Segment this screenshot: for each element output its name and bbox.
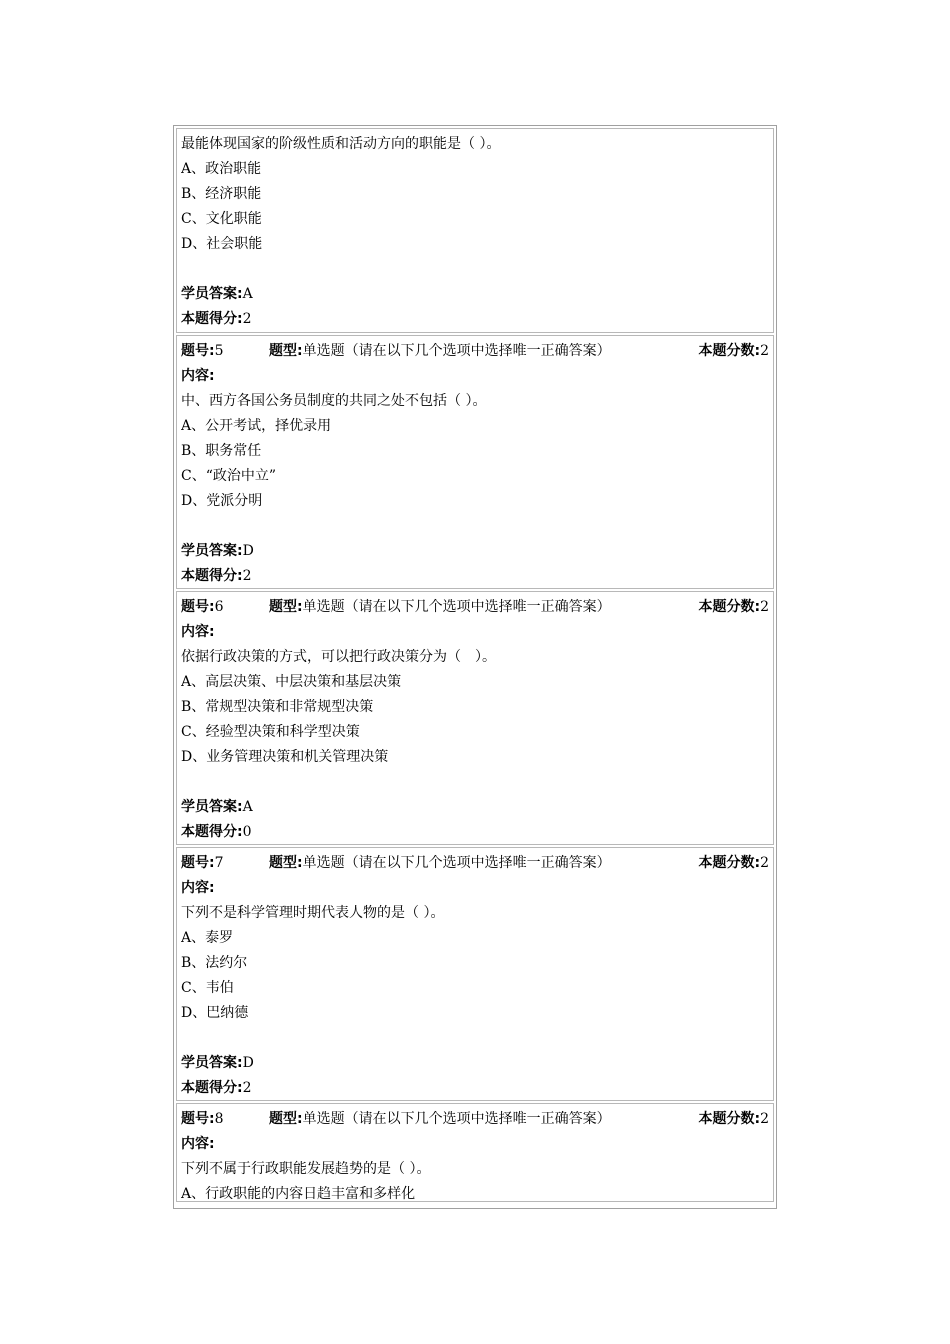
student-answer-value: A bbox=[242, 286, 253, 302]
question-number-value: 8 bbox=[214, 1111, 224, 1127]
question-number bbox=[181, 339, 224, 364]
question-score bbox=[698, 1107, 769, 1132]
question-score-value: 2 bbox=[760, 343, 769, 359]
question-number-label: 题号: bbox=[181, 599, 215, 615]
question-number-label: 题号: bbox=[181, 343, 215, 359]
option-b: B、法约尔 bbox=[181, 955, 248, 971]
option-c: C、“政治中立” bbox=[181, 468, 277, 484]
question-type-value: 单选题（请在以下几个选项中选择唯一正确答案） bbox=[302, 343, 611, 359]
option-d: D、党派分明 bbox=[181, 493, 263, 509]
question-type bbox=[269, 339, 611, 364]
question-type-label: 题型: bbox=[269, 343, 303, 359]
question-meta bbox=[181, 1107, 769, 1132]
student-answer-label: 学员答案: bbox=[181, 543, 243, 559]
question-cell-6 bbox=[176, 591, 774, 845]
student-answer-value: D bbox=[242, 1055, 254, 1071]
question-type-value: 单选题（请在以下几个选项中选择唯一正确答案） bbox=[302, 599, 611, 615]
option-a: A、高层决策、中层决策和基层决策 bbox=[181, 674, 402, 690]
question-number-value: 5 bbox=[214, 343, 224, 359]
student-answer bbox=[181, 1051, 769, 1076]
question-type-value: 单选题（请在以下几个选项中选择唯一正确答案） bbox=[302, 855, 611, 871]
option-c: C、经验型决策和科学型决策 bbox=[181, 724, 360, 740]
student-answer-label: 学员答案: bbox=[181, 286, 243, 302]
earned-score-value: 2 bbox=[242, 1080, 252, 1096]
question-text: 中、西方各国公务员制度的共同之处不包括（ ）。 bbox=[181, 393, 487, 409]
question-cell-previous bbox=[176, 128, 774, 333]
student-answer-label: 学员答案: bbox=[181, 1055, 243, 1071]
content-label: 内容: bbox=[181, 368, 215, 384]
option-d: D、社会职能 bbox=[181, 236, 263, 252]
quiz-results-table bbox=[173, 125, 777, 1209]
option-b: B、经济职能 bbox=[181, 186, 262, 202]
question-meta bbox=[181, 595, 769, 620]
earned-score bbox=[181, 307, 769, 332]
student-answer bbox=[181, 282, 769, 307]
earned-score-value: 0 bbox=[242, 824, 252, 840]
question-cell-8 bbox=[176, 1103, 774, 1202]
earned-score-value: 2 bbox=[242, 568, 252, 584]
content-label: 内容: bbox=[181, 624, 215, 640]
earned-score bbox=[181, 820, 769, 845]
spacer bbox=[181, 770, 769, 795]
question-number-label: 题号: bbox=[181, 1111, 215, 1127]
question-text: 依据行政决策的方式，可以把行政决策分为（ ）。 bbox=[181, 649, 496, 665]
question-type bbox=[269, 851, 611, 876]
student-answer-value: A bbox=[242, 799, 253, 815]
option-c: C、韦伯 bbox=[181, 980, 234, 996]
earned-score-value: 2 bbox=[242, 311, 252, 327]
question-number bbox=[181, 595, 224, 620]
question-score bbox=[698, 851, 769, 876]
question-type-label: 题型: bbox=[269, 599, 303, 615]
question-meta bbox=[181, 851, 769, 876]
question-type-label: 题型: bbox=[269, 855, 303, 871]
question-score-value: 2 bbox=[760, 855, 769, 871]
question-meta bbox=[181, 339, 769, 364]
earned-score-label: 本题得分: bbox=[181, 568, 243, 584]
question-type bbox=[269, 1107, 611, 1132]
earned-score bbox=[181, 1076, 769, 1101]
option-b: B、职务常任 bbox=[181, 443, 262, 459]
earned-score-label: 本题得分: bbox=[181, 311, 243, 327]
student-answer bbox=[181, 539, 769, 564]
question-cell-5 bbox=[176, 335, 774, 589]
content-label: 内容: bbox=[181, 880, 215, 896]
content-label: 内容: bbox=[181, 1136, 215, 1152]
spacer bbox=[181, 514, 769, 539]
option-d: D、巴纳德 bbox=[181, 1005, 249, 1021]
question-score-label: 本题分数: bbox=[698, 343, 761, 359]
question-number-label: 题号: bbox=[181, 855, 215, 871]
student-answer-label: 学员答案: bbox=[181, 799, 243, 815]
question-score-label: 本题分数: bbox=[698, 599, 761, 615]
question-cell-7 bbox=[176, 847, 774, 1101]
question-number bbox=[181, 851, 224, 876]
question-score-value: 2 bbox=[760, 599, 769, 615]
question-number bbox=[181, 1107, 224, 1132]
spacer bbox=[181, 257, 769, 282]
student-answer bbox=[181, 795, 769, 820]
option-a: A、政治职能 bbox=[181, 161, 262, 177]
spacer bbox=[181, 1026, 769, 1051]
option-b: B、常规型决策和非常规型决策 bbox=[181, 699, 374, 715]
student-answer-value: D bbox=[242, 543, 254, 559]
earned-score bbox=[181, 564, 769, 589]
question-number-value: 6 bbox=[214, 599, 224, 615]
question-type-value: 单选题（请在以下几个选项中选择唯一正确答案） bbox=[302, 1111, 611, 1127]
option-c: C、文化职能 bbox=[181, 211, 262, 227]
option-a: A、泰罗 bbox=[181, 930, 234, 946]
option-d: D、业务管理决策和机关管理决策 bbox=[181, 749, 389, 765]
question-type-label: 题型: bbox=[269, 1111, 303, 1127]
question-text: 下列不属于行政职能发展趋势的是（ ）。 bbox=[181, 1161, 431, 1177]
question-score bbox=[698, 595, 769, 620]
question-text: 最能体现国家的阶级性质和活动方向的职能是（ ）。 bbox=[181, 136, 501, 152]
question-number-value: 7 bbox=[214, 855, 224, 871]
earned-score-label: 本题得分: bbox=[181, 824, 243, 840]
question-text: 下列不是科学管理时期代表人物的是（ ）。 bbox=[181, 905, 445, 921]
option-a: A、公开考试，择优录用 bbox=[181, 418, 332, 434]
question-score bbox=[698, 339, 769, 364]
question-score-label: 本题分数: bbox=[698, 1111, 761, 1127]
option-a: A、行政职能的内容日趋丰富和多样化 bbox=[181, 1186, 416, 1202]
question-score-label: 本题分数: bbox=[698, 855, 761, 871]
earned-score-label: 本题得分: bbox=[181, 1080, 243, 1096]
question-score-value: 2 bbox=[760, 1111, 769, 1127]
question-type bbox=[269, 595, 611, 620]
